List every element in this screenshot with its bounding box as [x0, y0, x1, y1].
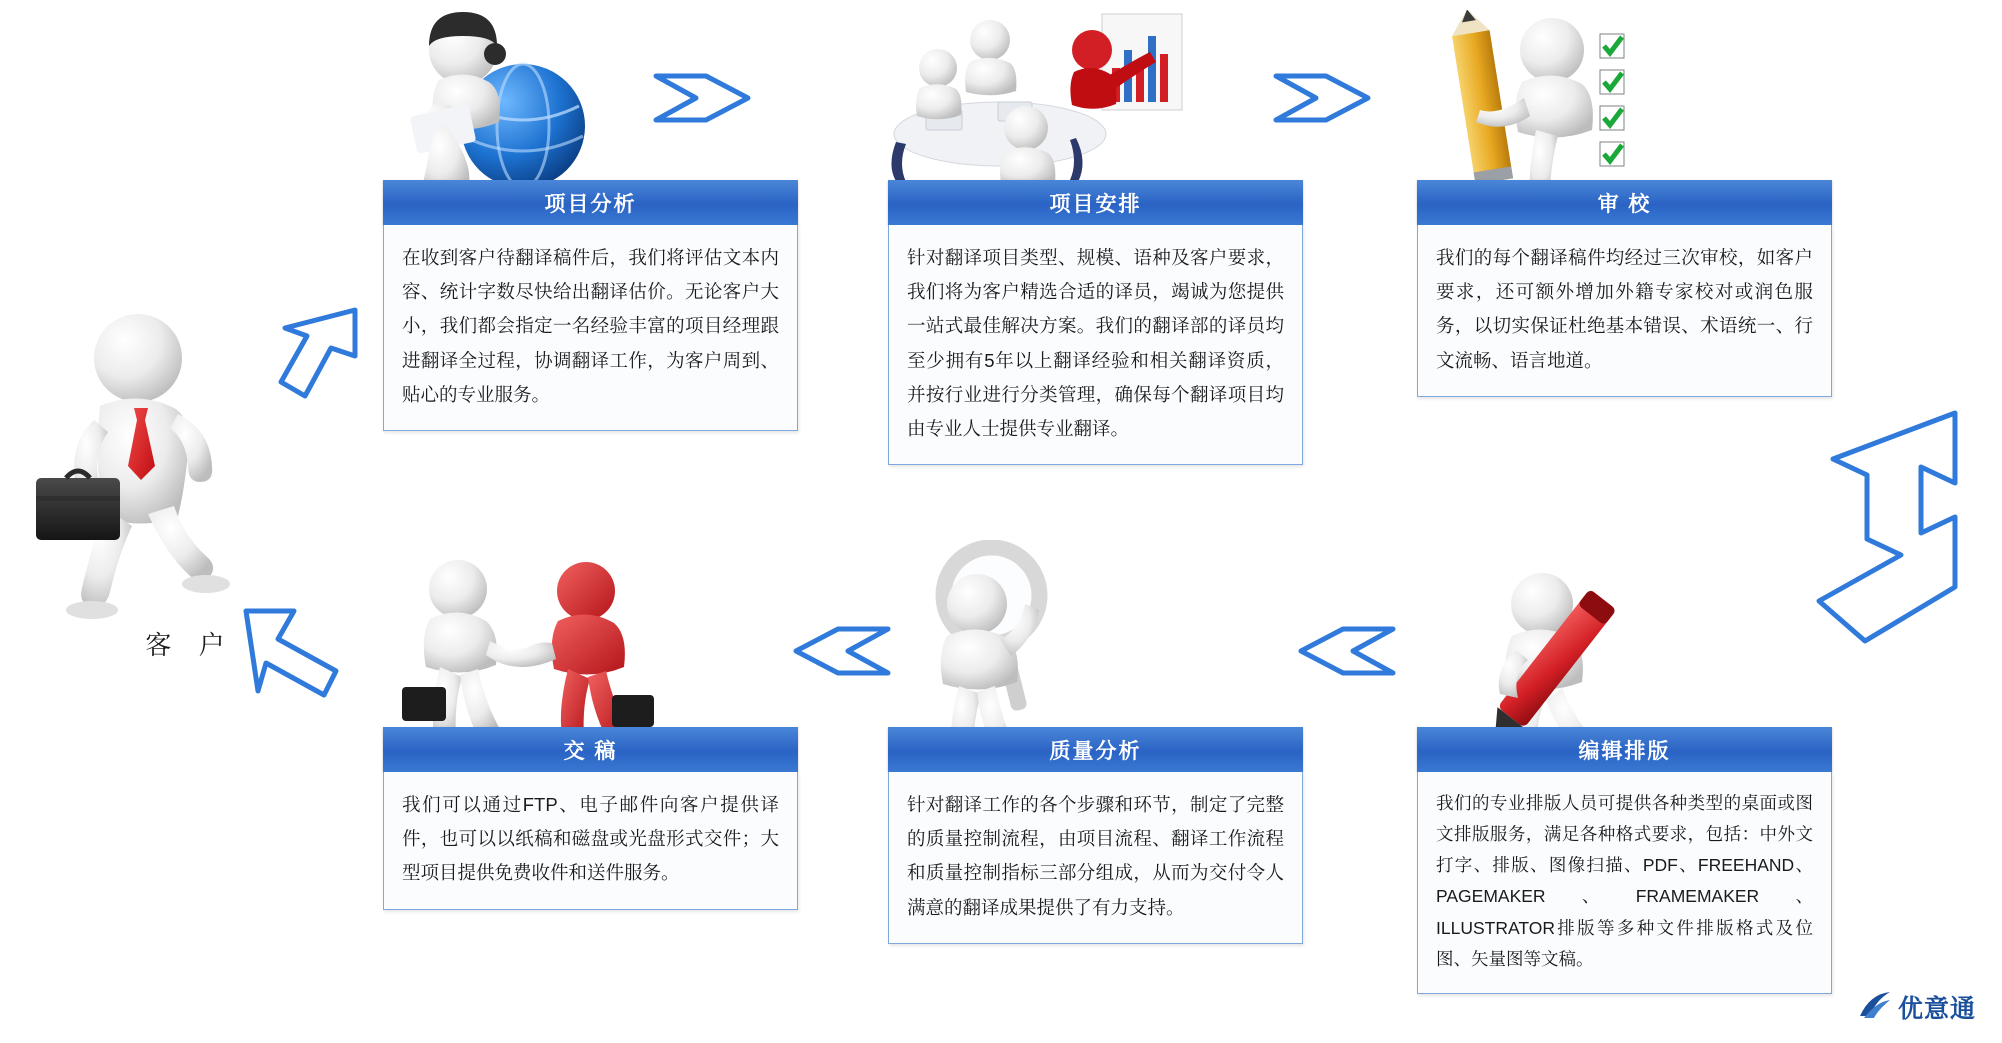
step-card-typeset [1417, 727, 1832, 994]
arrow-analysis-to-schedule [650, 62, 755, 137]
arrow-client-to-analysis [255, 300, 365, 415]
step-title-quality: 质量分析 [888, 727, 1303, 772]
step-card-review [1417, 180, 1832, 397]
step-body-quality: 针对翻译工作的各个步骤和环节，制定了完整的质量控制流程，由项目流程、翻译工作流程和质量控制指标三部分组成，从而为交付令人满意的翻译成果提供了有力支持。 [888, 772, 1303, 944]
arrow-typeset-to-quality [1295, 615, 1400, 690]
arrow-delivery-to-client [232, 595, 362, 735]
meeting-presentation-figure [880, 6, 1190, 201]
step-body-schedule: 针对翻译项目类型、规模、语种及客户要求，我们将为客户精选合适的译员，竭诚为您提供一站式最佳解决方案。我们的翻译部的译员均至少拥有5年以上翻译经验和相关翻译资质，并按行业进行分类管理，确保每个翻译项目均由专业人士提供专业翻译。 [888, 225, 1303, 465]
pencil-checklist-figure [1424, 10, 1654, 205]
handshake-figure [400, 545, 660, 755]
step-card-schedule [888, 180, 1303, 465]
step-card-analysis [383, 180, 798, 431]
step-title-analysis: 项目分析 [383, 180, 798, 225]
headset-operator-globe-figure [383, 6, 598, 201]
logo-text: 优意通 [1897, 995, 1976, 1023]
wave-logo-icon [1858, 990, 1892, 1025]
businessman-with-briefcase-figure [30, 310, 290, 620]
step-title-schedule: 项目安排 [888, 180, 1303, 225]
step-body-delivery: 我们可以通过FTP、电子邮件向客户提供译件，也可以以纸稿和磁盘或光盘形式交件；大型项目提供免费收件和送件服务。 [383, 772, 798, 910]
step-title-review: 审 校 [1417, 180, 1832, 225]
step-title-delivery: 交 稿 [383, 727, 798, 772]
step-card-quality [888, 727, 1303, 944]
arrow-review-to-typeset [1805, 405, 1965, 650]
client-label: 客 户 [145, 630, 235, 660]
step-body-typeset: 我们的专业排版人员可提供各种类型的桌面或图文排版服务，满足各种格式要求，包括：中外文打字、排版、图像扫描、PDF、FREEHAND、PAGEMAKER、FRAMEMAKER、ILLUSTRATOR排版等多种文件排版格式及位图、矢量图等文稿。 [1417, 772, 1832, 994]
step-body-review: 我们的每个翻译稿件均经过三次审校，如客户要求，还可额外增加外籍专家校对或润色服务，以切实保证杜绝基本错误、术语统一、行文流畅、语言地道。 [1417, 225, 1832, 397]
arrow-schedule-to-review [1270, 62, 1375, 137]
magnifying-glass-figure [895, 540, 1095, 755]
step-title-typeset: 编辑排版 [1417, 727, 1832, 772]
brand-logo [1858, 989, 1976, 1025]
step-card-delivery [383, 727, 798, 910]
arrow-quality-to-delivery [790, 615, 895, 690]
step-body-analysis: 在收到客户待翻译稿件后，我们将评估文本内容、统计字数尽快给出翻译估价。无论客户大小，我们都会指定一名经验丰富的项目经理跟进翻译全过程，协调翻译工作，为客户周到、贴心的专业服务。 [383, 225, 798, 431]
